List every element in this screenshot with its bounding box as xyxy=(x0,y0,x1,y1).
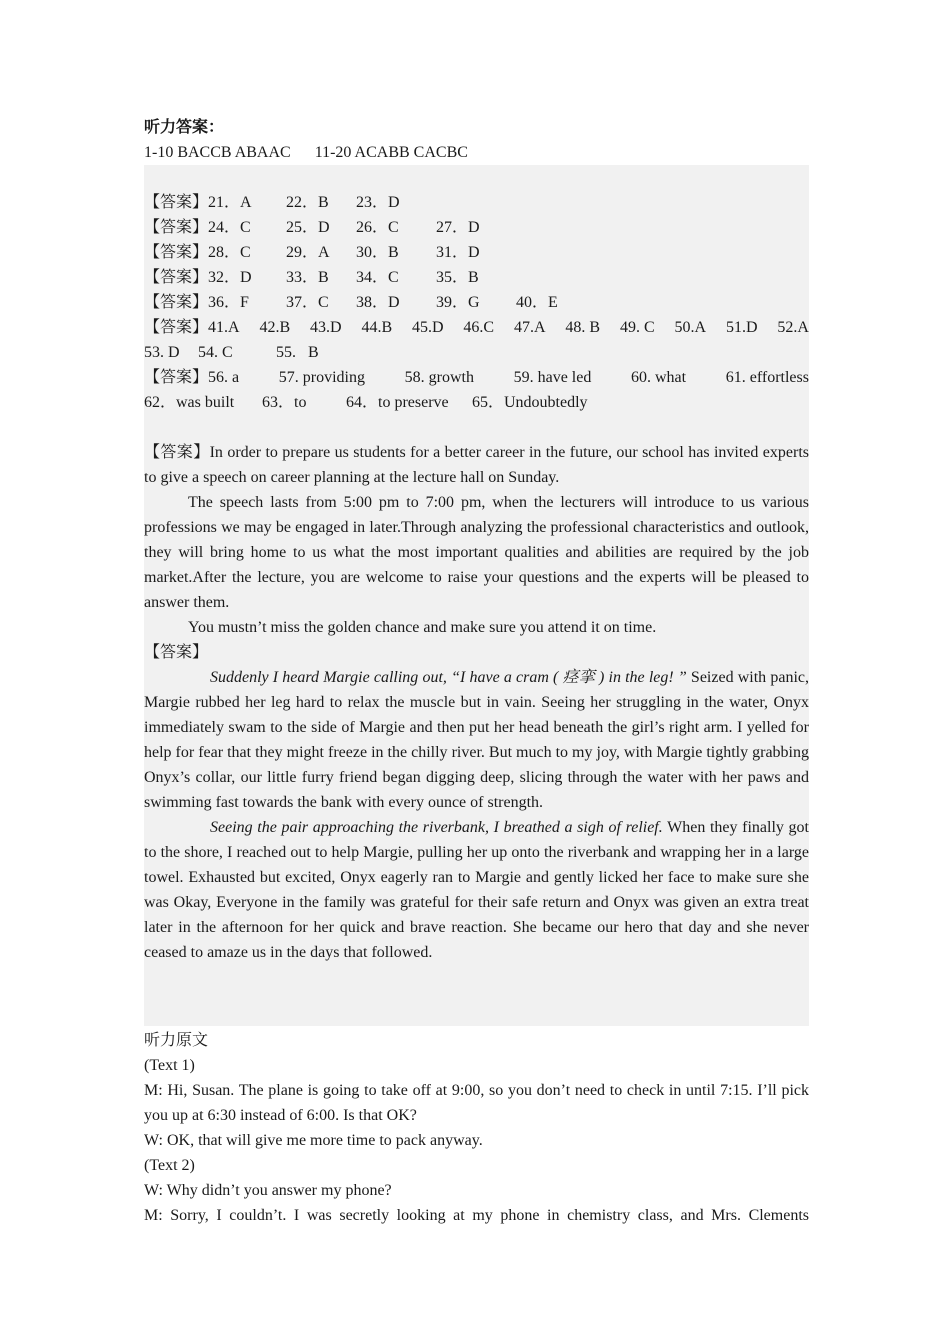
answer-item: 30．B xyxy=(356,244,399,261)
answer-item: 29．A xyxy=(286,244,330,261)
answer-item: 64．to preserve xyxy=(346,394,449,411)
answer-item: 38．D xyxy=(356,294,400,311)
answer-item: 37．C xyxy=(286,294,329,311)
answer-item: 43.D xyxy=(310,319,342,336)
answer-item: 21．A xyxy=(208,194,252,211)
answers-block xyxy=(144,165,809,1026)
answer-row-28 xyxy=(144,240,809,265)
answer-item: 60. what xyxy=(630,369,687,386)
answer-item: 52.A xyxy=(777,319,809,336)
answer-item: 41.A xyxy=(208,319,240,336)
answer-tag: 【答案】 xyxy=(144,244,209,261)
answer-item: 31．D xyxy=(436,244,480,261)
answer-item: 49. C xyxy=(619,319,655,336)
answer-item: 47.A xyxy=(513,319,546,336)
answer-item: 44.B xyxy=(361,319,393,336)
answer-item: 54. C xyxy=(198,344,233,361)
answer-tag: 【答案】 xyxy=(144,319,209,336)
answer-item: 32．D xyxy=(208,269,252,286)
answer-item: 58. growth xyxy=(404,369,474,386)
writing1-paragraph1 xyxy=(144,440,809,490)
cloze-answers-line1 xyxy=(144,315,809,340)
answer-item: 36．F xyxy=(208,294,249,311)
answer-tag: 【答案】 xyxy=(144,444,210,461)
answer-item: 45.D xyxy=(411,319,444,336)
answer-item: 39．G xyxy=(436,294,480,311)
answer-item: 51.D xyxy=(725,319,758,336)
text1-man: M: Hi, Susan. The plane is going to take off at 9:00, so you don’t need to check in until 7:15. I’ll pick you up at 6:30 instead of 6:00. Is that OK? xyxy=(144,1082,809,1124)
grammar-answers-line1 xyxy=(144,365,809,390)
answer-item: 50.A xyxy=(674,319,707,336)
answer-item: 33．B xyxy=(286,269,329,286)
text1-woman: W: OK, that will give me more time to pack anyway. xyxy=(144,1132,483,1149)
answer-item: 22．B xyxy=(286,194,329,211)
answer-item: 59. have led xyxy=(513,369,592,386)
given-sentence: Seeing the pair approaching the riverbank, I breathed a sigh of relief. xyxy=(210,819,663,836)
answer-item: 63．to xyxy=(262,394,307,411)
answer-item: 40．E xyxy=(516,294,558,311)
document-page xyxy=(144,115,809,1228)
paragraph-text: Seized with panic, Margie rubbed her leg hard to relax the muscle but in vain. Seeing her struggling in the water, Onyx immediately swam to the side of Margie and then put her head beneath the girl’s right arm. I yelled for help for fear that they might freeze in the chilly river. But much to my joy, with Margie tightly grabbing Onyx’s collar, our little furry friend began digging deep, slicing through the water with her paws and swimming fast towards the bank with every ounce of strength. xyxy=(144,669,809,811)
writing1-paragraph2 xyxy=(144,490,809,615)
answer-item: 55. B xyxy=(276,344,319,361)
paragraph-text: In order to prepare us students for a better career in the future, our school has invited experts to give a speech on career planning at the lecture hall on Sunday. xyxy=(144,444,809,486)
answer-tag: 【答案】 xyxy=(144,219,209,236)
answer-tag: 【答案】 xyxy=(144,194,209,211)
answer-item: 56. a xyxy=(208,369,240,386)
text2-woman: W: Why didn’t you answer my phone? xyxy=(144,1182,392,1199)
answer-item: 46.C xyxy=(463,319,495,336)
answer-item: 35．B xyxy=(436,269,479,286)
grammar-answers-line2 xyxy=(144,390,809,415)
writing2-paragraph1 xyxy=(144,665,809,815)
answer-item: 28．C xyxy=(208,244,251,261)
cloze-answers-line2 xyxy=(144,340,809,365)
answer-item: 42.B xyxy=(259,319,291,336)
paragraph-text: The speech lasts from 5:00 pm to 7:00 pm, when the lecturers will introduce to us various professions we may be engaged in later.Through analyzing the professional characteristics and outlook, they will bring home to us what the most important qualities and abilities are required by the job market.After the lecture, you are welcome to raise your questions and the experts will be pleased to answer them. xyxy=(144,494,809,611)
answer-row-24 xyxy=(144,215,809,240)
answer-tag: 【答案】 xyxy=(144,369,209,386)
answer-item: 27．D xyxy=(436,219,480,236)
given-sentence: Suddenly I heard Margie calling out, “I have a cram ( 痉挛 ) in the leg! ” xyxy=(210,669,687,686)
answer-row-36 xyxy=(144,290,809,315)
answer-item: 57. providing xyxy=(278,369,365,386)
answer-tag: 【答案】 xyxy=(144,269,209,286)
listening-answers-heading: 听力答案： xyxy=(144,119,225,136)
text2-man: M: Sorry, I couldn’t. I was secretly looking at my phone in chemistry class, and Mrs. Clements xyxy=(144,1207,809,1224)
answer-item: 65．Undoubtedly xyxy=(472,394,588,411)
answer-row-21 xyxy=(144,190,809,215)
answer-item: 62．was built xyxy=(144,394,235,411)
answer-item: 34．C xyxy=(356,269,399,286)
answer-item: 23．D xyxy=(356,194,400,211)
paragraph-text: You mustn’t miss the golden chance and make sure you attend it on time. xyxy=(188,619,657,636)
transcript-heading: 听力原文 xyxy=(144,1032,209,1049)
answer-item: 61. effortless xyxy=(725,369,809,386)
writing2-answer-tag: 【答案】 xyxy=(144,644,209,661)
paragraph-text: When they finally got to the shore, I reached out to help Margie, pulling her up onto the riverbank and wrapping her in a large towel. Exhausted but excited, Onyx eagerly ran to Margie and gently licked her face to make sure she was Okay, Everyone in the family was grateful for their safe return and Onyx was given an extra treat later in the afternoon for her quick and brave reaction. She became our hero that day and she never ceased to amaze us in the days that followed. xyxy=(144,819,810,961)
answer-item: 25．D xyxy=(286,219,330,236)
answer-item: 53. D xyxy=(144,344,180,361)
text1-label: (Text 1) xyxy=(144,1057,195,1074)
answer-item: 26．C xyxy=(356,219,399,236)
answer-item: 24．C xyxy=(208,219,251,236)
answer-row-32 xyxy=(144,265,809,290)
writing2-paragraph2 xyxy=(144,815,809,965)
text2-label: (Text 2) xyxy=(144,1157,195,1174)
writing1-paragraph3 xyxy=(144,615,809,640)
answer-item: 48. B xyxy=(565,319,601,336)
answer-tag: 【答案】 xyxy=(144,294,209,311)
listening-answers-line: 1-10 BACCB ABAAC 11-20 ACABB CACBC xyxy=(144,144,468,161)
